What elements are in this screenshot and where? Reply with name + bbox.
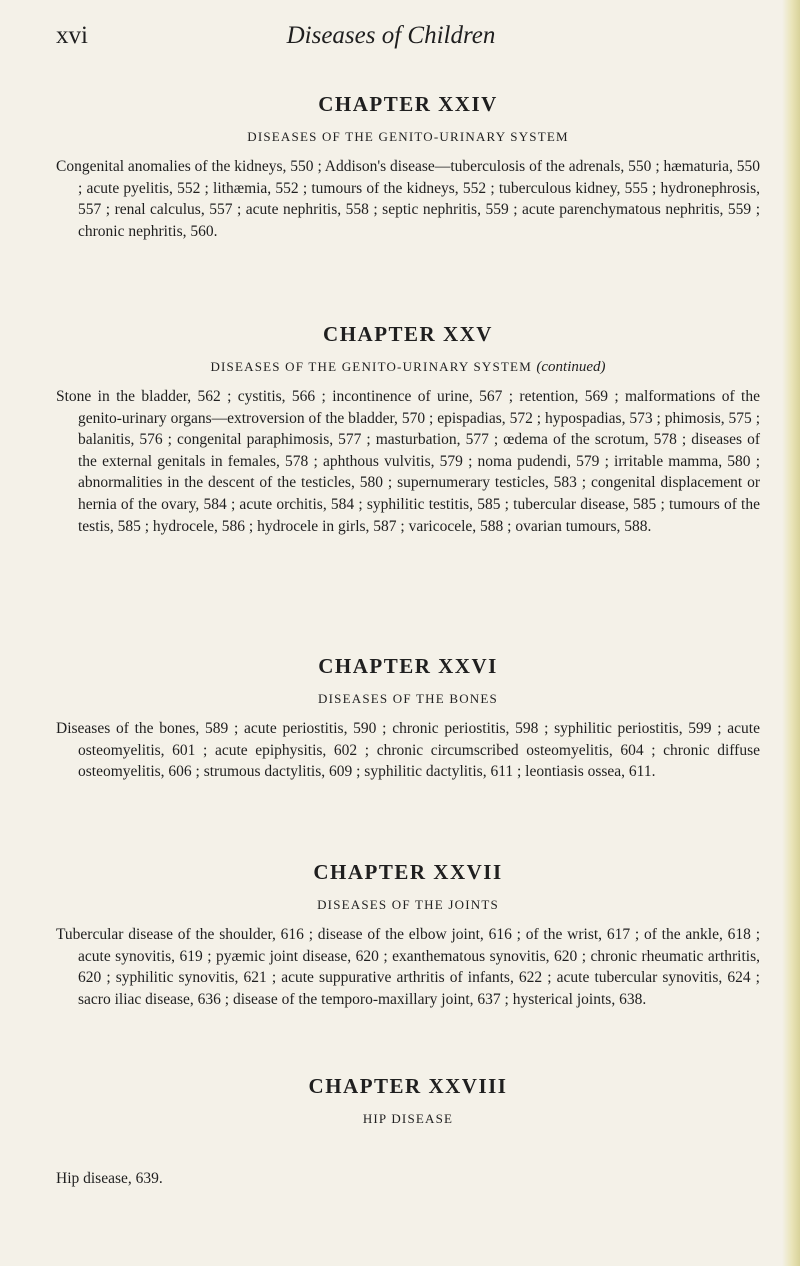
chapter-contents: Congenital anomalies of the kidneys, 550 ; Addison's disease—tuberculosis of the adrenals, 550 ; hæmaturia, 550 ; acute pyelitis, 552 ; lithæmia, 552 ; tumours of the kidneys, 552 ; tuberculous kidney, 555 ; hydronephrosis, 557 ; renal calculus, 557 ; acute nephritis, 558 ; septic nephritis, 559 ; acute parenchymatous nephritis, 559 ; chronic nephritis, 560.: [56, 158, 760, 240]
chapter-xxiv: [56, 92, 760, 242]
chapter-contents: Tubercular disease of the shoulder, 616 ; disease of the elbow joint, 616 ; of the wrist, 617 ; of the ankle, 618 ; acute synovitis, 619 ; pyæmic joint disease, 620 ; exanthematous synovitis, 620 ; chronic rheumatic arthritis, 620 ; syphilitic synovitis, 621 ; acute suppurative arthritis of infants, 622 ; acute tubercular synovitis, 624 ; sacro iliac disease, 636 ; disease of the temporo-maxillary joint, 637 ; hysterical joints, 638.: [56, 926, 760, 1008]
page-number: xvi: [56, 22, 88, 49]
chapter-subtitle: [56, 128, 760, 146]
chapter-xxvi: [56, 654, 760, 783]
chapter-xxviii: [56, 1074, 760, 1190]
chapter-title: CHAPTER XXV: [323, 322, 493, 346]
chapter-title: CHAPTER XXIV: [318, 92, 498, 116]
chapter-subtitle-text: DISEASES OF THE GENITO-URINARY SYSTEM: [210, 359, 532, 374]
chapter-xxvii: [56, 860, 760, 1010]
chapter-subtitle-text: HIP DISEASE: [362, 1111, 454, 1126]
running-title: Diseases of Children: [286, 22, 496, 49]
chapter-title: CHAPTER XXVII: [313, 860, 503, 884]
continued-note: (continued): [536, 359, 606, 375]
chapter-subtitle: [56, 690, 760, 708]
chapter-subtitle: [56, 358, 760, 376]
chapter-subtitle-text: DISEASES OF THE GENITO-URINARY SYSTEM: [247, 129, 569, 144]
chapter-title: CHAPTER XXVI: [318, 654, 498, 678]
chapter-xxv: [56, 322, 760, 537]
chapter-subtitle: [56, 1110, 760, 1128]
chapter-subtitle-text: DISEASES OF THE JOINTS: [317, 897, 499, 912]
chapter-subtitle-text: DISEASES OF THE BONES: [318, 691, 498, 706]
chapter-contents: Diseases of the bones, 589 ; acute periostitis, 590 ; chronic periostitis, 598 ; syphilitic periostitis, 599 ; acute osteomyelitis, 601 ; acute epiphysitis, 602 ; chronic circumscribed osteomyelitis, 604 ; chronic diffuse osteomyelitis, 606 ; strumous dactylitis, 609 ; syphilitic dactylitis, 611 ; leontiasis ossea, 611.: [56, 720, 760, 781]
running-head: [0, 22, 782, 62]
chapter-title: CHAPTER XXVIII: [308, 1074, 508, 1098]
page-edge-discoloration: [782, 0, 800, 1266]
chapter-contents: Hip disease, 639.: [56, 1170, 163, 1187]
chapter-contents: Stone in the bladder, 562 ; cystitis, 566 ; incontinence of urine, 567 ; retention, 569 ; malformations of the genito-urinary organs—extroversion of the bladder, 570 ; epispadias, 572 ; hypospadias, 573 ; phimosis, 575 ; balanitis, 576 ; congenital paraphimosis, 577 ; masturbation, 577 ; œdema of the scrotum, 578 ; diseases of the external genitals in females, 578 ; aphthous vulvitis, 579 ; noma pudendi, 579 ; irritable mamma, 580 ; abnormalities in the descent of the testicles, 580 ; supernumerary testicles, 583 ; congenital displacement or hernia of the ovary, 584 ; acute orchitis, 584 ; syphilitic testitis, 585 ; tubercular disease, 585 ; tumours of the testis, 585 ; hydrocele, 586 ; hydrocele in girls, 587 ; varicocele, 588 ; ovarian tumours, 588.: [56, 388, 760, 535]
chapter-subtitle: [56, 896, 760, 914]
